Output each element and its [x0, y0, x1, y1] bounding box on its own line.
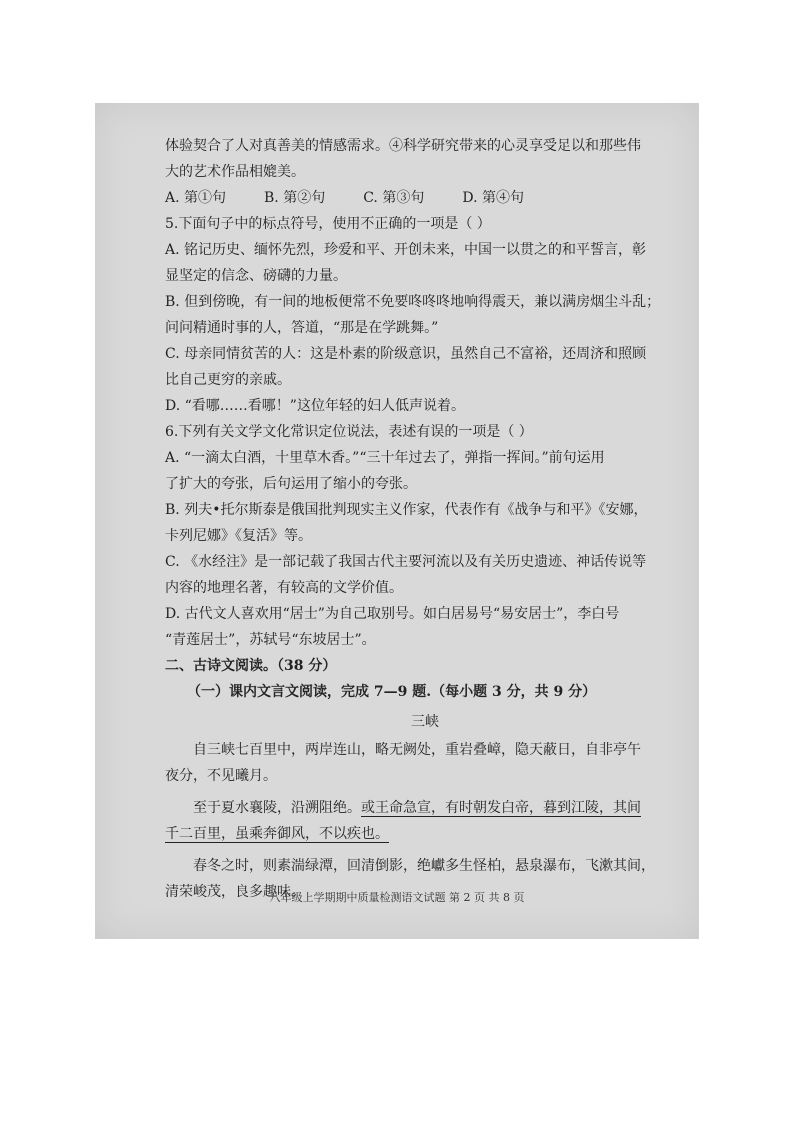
passage-line: [165, 821, 685, 847]
subsection-heading: （一）课内文言文阅读，完成 7—9 题.（每小题 3 分，共 9 分）: [187, 684, 597, 700]
q5-option-c-cont: 比自己更穷的亲戚。: [165, 372, 291, 388]
q6-option-c-cont: 内容的地理名著，有较高的文学价值。: [165, 580, 403, 596]
q4-options: [165, 185, 685, 211]
text-line: 体验契合了人对真善美的情感需求。④科学研究带来的心灵享受足以和那些伟: [165, 138, 641, 154]
text-line: 大的艺术作品相媲美。: [165, 164, 305, 180]
q6-option-d: D. 古代文人喜欢用“居士”为自己取别号。如白居易号“易安居士”，李白号: [165, 606, 620, 622]
q5-option-d: D. “看哪……看哪！”这位年轻的妇人低声说着。: [165, 398, 465, 414]
passage-text: 至于夏水襄陵，沿溯阻绝。: [193, 800, 361, 816]
q6-option-b: B. 列夫•托尔斯泰是俄国批判现实主义作家，代表作有《战争与和平》《安娜，: [165, 502, 648, 518]
underlined-text: 或王命急宣，有时朝发白帝，暮到江陵，其间: [361, 800, 641, 816]
passage-line: [165, 795, 685, 821]
q5-option-c: C. 母亲同情贫苦的人：这是朴素的阶级意识，虽然自己不富裕，还周济和照顾: [165, 346, 647, 362]
q6-option-b-cont: 卡列尼娜》《复活》等。: [165, 528, 312, 544]
q5-option-a: A. 铭记历史、缅怀先烈，珍爱和平、开创未来，中国一以贯之的和平誓言，彰: [165, 242, 647, 258]
q6-option-d-cont: “青莲居士”，苏轼号“东坡居士”。: [165, 632, 376, 648]
question-6: 6.下列有关文学文化常识定位说法，表述有误的一项是（ ）: [165, 424, 533, 440]
option-d: D. 第④句: [462, 190, 524, 206]
scanned-page: [95, 103, 699, 939]
underlined-text: 千二百里，虽乘奔御风，不以疾也。: [165, 826, 389, 842]
q6-option-a-cont: 了扩大的夸张，后句运用了缩小的夸张。: [165, 476, 417, 492]
q5-option-b: B. 但到傍晚，有一间的地板便常不免要咚咚咚地响得震天，兼以满房烟尘斗乱；: [165, 294, 661, 310]
q5-option-a-cont: 显坚定的信念、磅礴的力量。: [165, 268, 347, 284]
passage-line: 夜分，不见曦月。: [165, 768, 277, 784]
passage-title: 三峡: [411, 714, 439, 730]
q5-option-b-cont: 问问精通时事的人，答道，“那是在学跳舞。”: [165, 320, 439, 336]
passage-line: 清荣峻茂，良多趣味。: [165, 884, 305, 900]
passage-line: 春冬之时，则素湍绿潭，回清倒影，绝巘多生怪柏，悬泉瀑布，飞漱其间，: [193, 858, 655, 874]
q6-option-a: A. “一滴太白酒，十里草木香。”“三十年过去了，弹指一挥间。”前句运用: [165, 450, 605, 466]
section-2-heading: 二、古诗文阅读。（38 分）: [165, 658, 337, 674]
option-a: A. 第①句: [165, 190, 227, 206]
page-footer: 八年级上学期期中质量检测语文试题 第 2 页 共 8 页: [269, 891, 525, 904]
q6-option-c: C. 《水经注》是一部记载了我国古代主要河流以及有关历史遗迹、神话传说等: [165, 554, 647, 570]
question-5: 5.下面句子中的标点符号，使用不正确的一项是（ ）: [165, 216, 491, 232]
option-c: C. 第③句: [363, 190, 425, 206]
passage-line: 自三峡七百里中，两岸连山，略无阙处，重岩叠嶂，隐天蔽日，自非亭午: [193, 742, 641, 758]
option-b: B. 第②句: [264, 190, 326, 206]
exam-content: [165, 133, 685, 905]
